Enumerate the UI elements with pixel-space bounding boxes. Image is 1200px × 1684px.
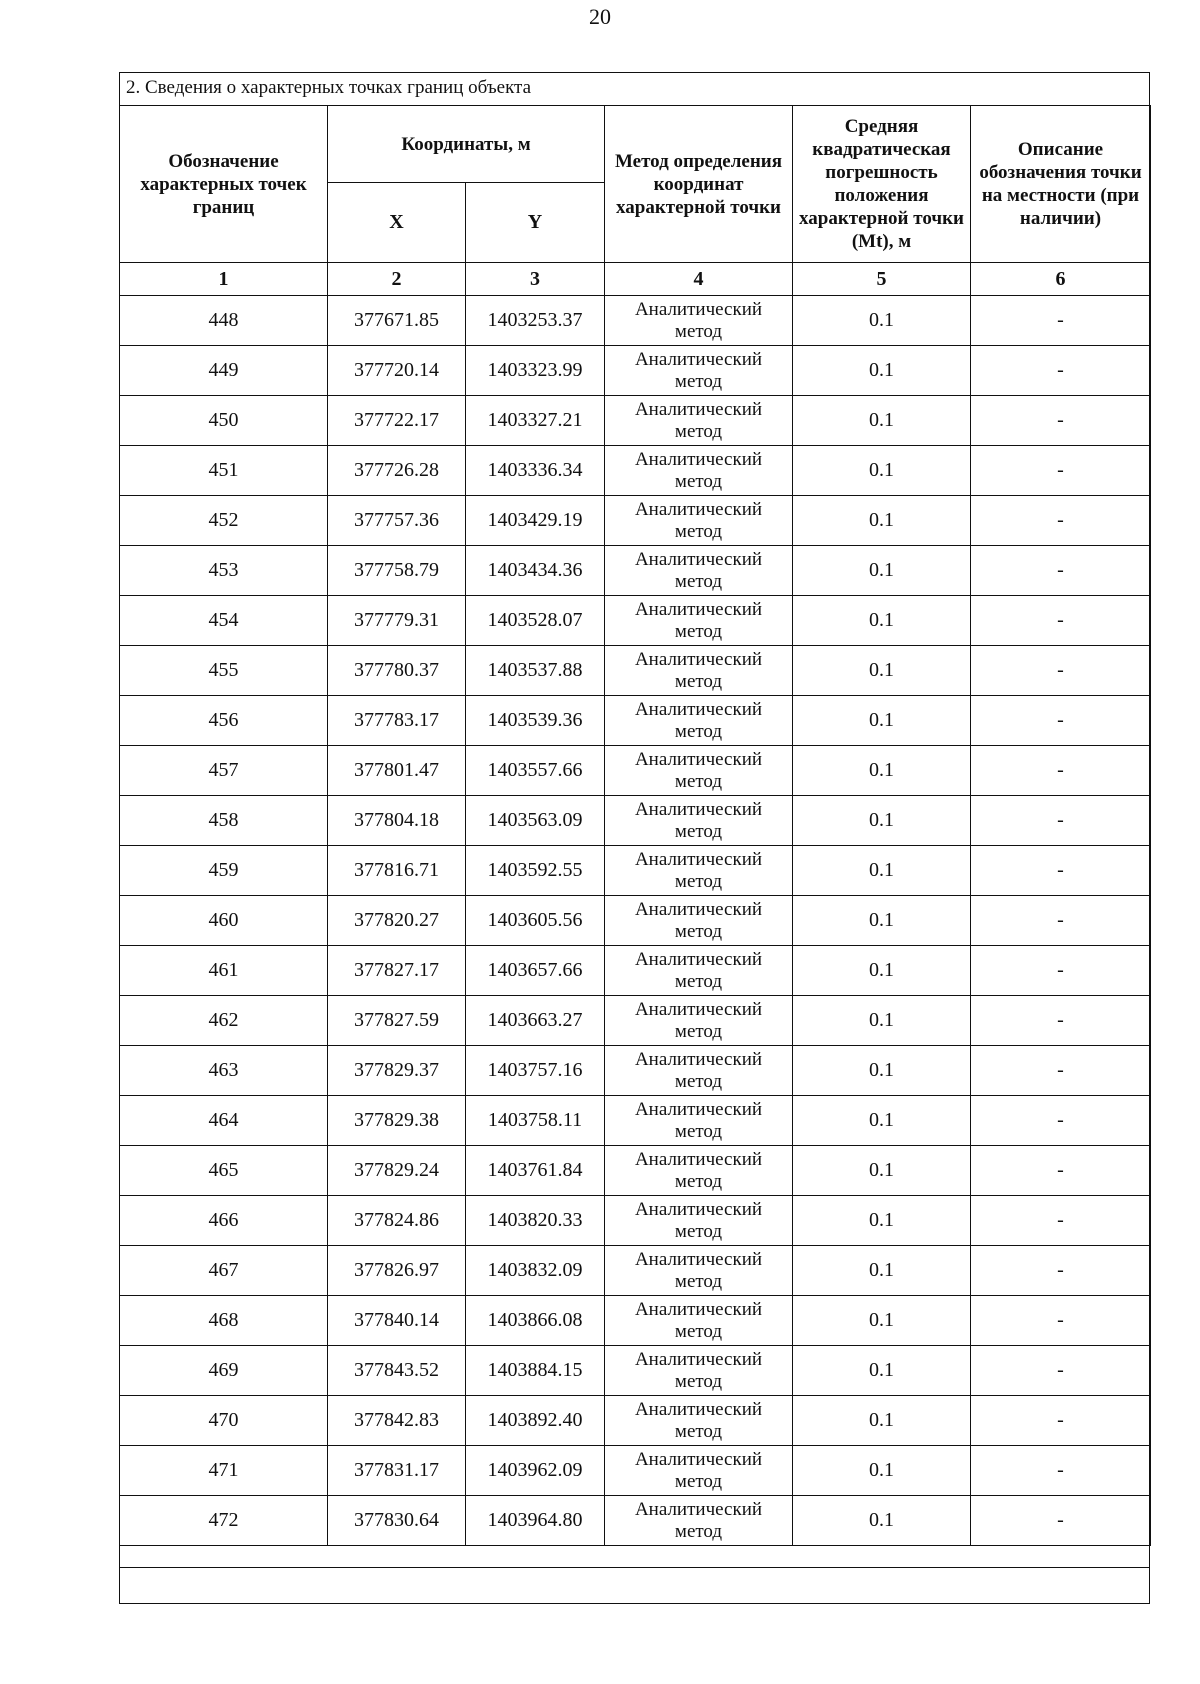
method-cell	[605, 446, 793, 496]
method-cell	[605, 896, 793, 946]
method-text-line1: Аналитический	[634, 1498, 763, 1520]
method-text-line1: Аналитический	[634, 348, 763, 370]
method-text-line1: Аналитический	[634, 548, 763, 570]
error-cell: 0.1	[793, 996, 971, 1046]
y-coordinate-cell: 1403657.66	[466, 946, 605, 996]
table-row	[120, 1296, 1151, 1346]
method-text-line1: Аналитический	[634, 648, 763, 670]
method-text-line1: Аналитический	[634, 498, 763, 520]
method-cell	[605, 1046, 793, 1096]
y-coordinate-cell: 1403557.66	[466, 746, 605, 796]
method-cell	[605, 546, 793, 596]
table-row	[120, 1396, 1151, 1446]
description-cell: -	[971, 1146, 1151, 1196]
method-text-line2: метод	[674, 320, 723, 342]
x-coordinate-cell: 377829.38	[328, 1096, 466, 1146]
column-number: 6	[971, 263, 1151, 296]
method-text-line2: метод	[674, 1520, 723, 1542]
point-id-cell: 467	[120, 1246, 328, 1296]
method-cell	[605, 1296, 793, 1346]
description-cell: -	[971, 596, 1151, 646]
error-cell: 0.1	[793, 1146, 971, 1196]
method-text-line2: метод	[674, 1120, 723, 1142]
y-coordinate-cell: 1403757.16	[466, 1046, 605, 1096]
point-id-cell: 464	[120, 1096, 328, 1146]
x-coordinate-cell: 377843.52	[328, 1346, 466, 1396]
method-text-line2: метод	[674, 620, 723, 642]
method-cell	[605, 796, 793, 846]
table-row	[120, 396, 1151, 446]
document-frame	[119, 72, 1150, 1604]
method-cell	[605, 746, 793, 796]
method-text-line2: метод	[674, 1320, 723, 1342]
x-coordinate-cell: 377726.28	[328, 446, 466, 496]
point-id-cell: 455	[120, 646, 328, 696]
method-text-line2: метод	[674, 820, 723, 842]
y-coordinate-cell: 1403866.08	[466, 1296, 605, 1346]
method-cell	[605, 396, 793, 446]
section-title: 2. Сведения о характерных точках границ объекта	[126, 77, 532, 98]
table-row	[120, 846, 1151, 896]
header-method: Метод определения координат характерной точки	[605, 106, 793, 263]
method-text-line1: Аналитический	[634, 1348, 763, 1370]
method-text-line2: метод	[674, 870, 723, 892]
table-row	[120, 1446, 1151, 1496]
method-cell	[605, 996, 793, 1046]
method-text-line2: метод	[674, 920, 723, 942]
table-row	[120, 446, 1151, 496]
method-text-line1: Аналитический	[634, 898, 763, 920]
error-cell: 0.1	[793, 596, 971, 646]
y-coordinate-cell: 1403761.84	[466, 1146, 605, 1196]
description-cell: -	[971, 446, 1151, 496]
y-coordinate-cell: 1403663.27	[466, 996, 605, 1046]
x-coordinate-cell: 377671.85	[328, 296, 466, 346]
point-id-cell: 457	[120, 746, 328, 796]
method-text-line2: метод	[674, 570, 723, 592]
description-cell: -	[971, 1046, 1151, 1096]
x-coordinate-cell: 377829.37	[328, 1046, 466, 1096]
description-cell: -	[971, 546, 1151, 596]
y-coordinate-cell: 1403429.19	[466, 496, 605, 546]
method-text-line1: Аналитический	[634, 448, 763, 470]
point-id-cell: 456	[120, 696, 328, 746]
y-coordinate-cell: 1403592.55	[466, 846, 605, 896]
x-coordinate-cell: 377827.17	[328, 946, 466, 996]
method-cell	[605, 946, 793, 996]
x-coordinate-cell: 377780.37	[328, 646, 466, 696]
table-row	[120, 1046, 1151, 1096]
point-id-cell: 460	[120, 896, 328, 946]
method-text-line2: метод	[674, 1020, 723, 1042]
header-error: Средняя квадратическая погрешность положения характерной точки (Mt), м	[793, 106, 971, 263]
x-coordinate-cell: 377840.14	[328, 1296, 466, 1346]
table-row	[120, 1246, 1151, 1296]
x-coordinate-cell: 377816.71	[328, 846, 466, 896]
method-cell	[605, 1396, 793, 1446]
point-id-cell: 462	[120, 996, 328, 1046]
x-coordinate-cell: 377783.17	[328, 696, 466, 746]
table-row	[120, 796, 1151, 846]
y-coordinate-cell: 1403832.09	[466, 1246, 605, 1296]
y-coordinate-cell: 1403327.21	[466, 396, 605, 446]
method-text-line1: Аналитический	[634, 1298, 763, 1320]
header-designation: Обозначение характерных точек границ	[120, 106, 328, 263]
column-number-row	[120, 263, 1151, 296]
point-id-cell: 463	[120, 1046, 328, 1096]
method-text-line2: метод	[674, 1420, 723, 1442]
method-text-line2: метод	[674, 770, 723, 792]
point-id-cell: 458	[120, 796, 328, 846]
method-cell	[605, 596, 793, 646]
method-text-line1: Аналитический	[634, 1448, 763, 1470]
error-cell: 0.1	[793, 1096, 971, 1146]
method-text-line2: метод	[674, 370, 723, 392]
x-coordinate-cell: 377829.24	[328, 1146, 466, 1196]
column-number: 3	[466, 263, 605, 296]
description-cell: -	[971, 846, 1151, 896]
description-cell: -	[971, 796, 1151, 846]
method-text-line1: Аналитический	[634, 748, 763, 770]
x-coordinate-cell: 377758.79	[328, 546, 466, 596]
table-row	[120, 996, 1151, 1046]
y-coordinate-cell: 1403758.11	[466, 1096, 605, 1146]
description-cell: -	[971, 746, 1151, 796]
method-text-line1: Аналитический	[634, 298, 763, 320]
column-number: 5	[793, 263, 971, 296]
table-row	[120, 1346, 1151, 1396]
method-cell	[605, 1446, 793, 1496]
method-cell	[605, 1146, 793, 1196]
point-id-cell: 452	[120, 496, 328, 546]
table-row	[120, 1196, 1151, 1246]
y-coordinate-cell: 1403528.07	[466, 596, 605, 646]
method-text-line1: Аналитический	[634, 1148, 763, 1170]
description-cell: -	[971, 996, 1151, 1046]
x-coordinate-cell: 377722.17	[328, 396, 466, 446]
x-coordinate-cell: 377801.47	[328, 746, 466, 796]
method-text-line2: метод	[674, 720, 723, 742]
x-coordinate-cell: 377826.97	[328, 1246, 466, 1296]
point-id-cell: 454	[120, 596, 328, 646]
y-coordinate-cell: 1403537.88	[466, 646, 605, 696]
x-coordinate-cell: 377830.64	[328, 1496, 466, 1546]
method-text-line2: метод	[674, 1370, 723, 1392]
method-text-line2: метод	[674, 1470, 723, 1492]
y-coordinate-cell: 1403336.34	[466, 446, 605, 496]
y-coordinate-cell: 1403563.09	[466, 796, 605, 846]
method-text-line2: метод	[674, 420, 723, 442]
x-coordinate-cell: 377824.86	[328, 1196, 466, 1246]
method-text-line2: метод	[674, 670, 723, 692]
x-coordinate-cell: 377804.18	[328, 796, 466, 846]
description-cell: -	[971, 296, 1151, 346]
point-id-cell: 472	[120, 1496, 328, 1546]
table-body	[120, 296, 1151, 1546]
description-cell: -	[971, 496, 1151, 546]
header-y: Y	[466, 183, 605, 263]
error-cell: 0.1	[793, 746, 971, 796]
method-text-line1: Аналитический	[634, 1248, 763, 1270]
method-cell	[605, 646, 793, 696]
y-coordinate-cell: 1403820.33	[466, 1196, 605, 1246]
error-cell: 0.1	[793, 1396, 971, 1446]
y-coordinate-cell: 1403434.36	[466, 546, 605, 596]
table-row	[120, 646, 1151, 696]
x-coordinate-cell: 377757.36	[328, 496, 466, 546]
method-text-line2: метод	[674, 470, 723, 492]
page-number: 20	[589, 4, 611, 29]
description-cell: -	[971, 396, 1151, 446]
error-cell: 0.1	[793, 1296, 971, 1346]
x-coordinate-cell: 377831.17	[328, 1446, 466, 1496]
method-text-line2: метод	[674, 1270, 723, 1292]
error-cell: 0.1	[793, 296, 971, 346]
error-cell: 0.1	[793, 846, 971, 896]
table-row	[120, 346, 1151, 396]
method-text-line1: Аналитический	[634, 948, 763, 970]
x-coordinate-cell: 377720.14	[328, 346, 466, 396]
error-cell: 0.1	[793, 346, 971, 396]
point-id-cell: 459	[120, 846, 328, 896]
description-cell: -	[971, 646, 1151, 696]
table-row	[120, 696, 1151, 746]
header-x: X	[328, 183, 466, 263]
error-cell: 0.1	[793, 1046, 971, 1096]
method-text-line1: Аналитический	[634, 848, 763, 870]
y-coordinate-cell: 1403892.40	[466, 1396, 605, 1446]
method-text-line2: метод	[674, 1170, 723, 1192]
method-text-line1: Аналитический	[634, 1398, 763, 1420]
error-cell: 0.1	[793, 496, 971, 546]
method-cell	[605, 346, 793, 396]
table-row	[120, 896, 1151, 946]
description-cell: -	[971, 1296, 1151, 1346]
method-text-line1: Аналитический	[634, 998, 763, 1020]
y-coordinate-cell: 1403962.09	[466, 1446, 605, 1496]
table-row	[120, 1146, 1151, 1196]
error-cell: 0.1	[793, 1496, 971, 1546]
y-coordinate-cell: 1403253.37	[466, 296, 605, 346]
error-cell: 0.1	[793, 546, 971, 596]
column-number: 2	[328, 263, 466, 296]
description-cell: -	[971, 346, 1151, 396]
point-id-cell: 448	[120, 296, 328, 346]
method-cell	[605, 1196, 793, 1246]
column-number: 1	[120, 263, 328, 296]
point-id-cell: 466	[120, 1196, 328, 1246]
method-text-line1: Аналитический	[634, 398, 763, 420]
x-coordinate-cell: 377779.31	[328, 596, 466, 646]
method-text-line1: Аналитический	[634, 1048, 763, 1070]
description-cell: -	[971, 946, 1151, 996]
error-cell: 0.1	[793, 946, 971, 996]
x-coordinate-cell: 377827.59	[328, 996, 466, 1046]
table-row	[120, 746, 1151, 796]
method-cell	[605, 1496, 793, 1546]
y-coordinate-cell: 1403884.15	[466, 1346, 605, 1396]
error-cell: 0.1	[793, 1196, 971, 1246]
error-cell: 0.1	[793, 896, 971, 946]
description-cell: -	[971, 1496, 1151, 1546]
description-cell: -	[971, 896, 1151, 946]
description-cell: -	[971, 1246, 1151, 1296]
method-text-line1: Аналитический	[634, 1098, 763, 1120]
method-text-line2: метод	[674, 1220, 723, 1242]
error-cell: 0.1	[793, 396, 971, 446]
point-id-cell: 465	[120, 1146, 328, 1196]
method-cell	[605, 696, 793, 746]
error-cell: 0.1	[793, 1346, 971, 1396]
y-coordinate-cell: 1403964.80	[466, 1496, 605, 1546]
column-number: 4	[605, 263, 793, 296]
error-cell: 0.1	[793, 1246, 971, 1296]
point-id-cell: 469	[120, 1346, 328, 1396]
method-cell	[605, 1346, 793, 1396]
error-cell: 0.1	[793, 446, 971, 496]
table-row	[120, 1096, 1151, 1146]
method-text-line1: Аналитический	[634, 798, 763, 820]
method-text-line1: Аналитический	[634, 1198, 763, 1220]
boundary-points-table	[119, 105, 1151, 1546]
error-cell: 0.1	[793, 796, 971, 846]
point-id-cell: 451	[120, 446, 328, 496]
description-cell: -	[971, 1196, 1151, 1246]
error-cell: 0.1	[793, 1446, 971, 1496]
method-text-line2: метод	[674, 970, 723, 992]
method-text-line1: Аналитический	[634, 598, 763, 620]
table-row	[120, 296, 1151, 346]
table-row	[120, 946, 1151, 996]
table-row	[120, 596, 1151, 646]
method-text-line2: метод	[674, 520, 723, 542]
y-coordinate-cell: 1403539.36	[466, 696, 605, 746]
header-coordinates: Координаты, м	[328, 106, 605, 183]
point-id-cell: 471	[120, 1446, 328, 1496]
table-row	[120, 496, 1151, 546]
x-coordinate-cell: 377842.83	[328, 1396, 466, 1446]
method-cell	[605, 296, 793, 346]
point-id-cell: 453	[120, 546, 328, 596]
y-coordinate-cell: 1403605.56	[466, 896, 605, 946]
method-cell	[605, 1096, 793, 1146]
table-row	[120, 546, 1151, 596]
point-id-cell: 470	[120, 1396, 328, 1446]
method-cell	[605, 846, 793, 896]
point-id-cell: 468	[120, 1296, 328, 1346]
description-cell: -	[971, 1396, 1151, 1446]
table-footer-line	[120, 1567, 1149, 1568]
y-coordinate-cell: 1403323.99	[466, 346, 605, 396]
point-id-cell: 461	[120, 946, 328, 996]
error-cell: 0.1	[793, 646, 971, 696]
x-coordinate-cell: 377820.27	[328, 896, 466, 946]
description-cell: -	[971, 1096, 1151, 1146]
header-description: Описание обозначения точки на местности (при наличии)	[971, 106, 1151, 263]
method-text-line2: метод	[674, 1070, 723, 1092]
description-cell: -	[971, 1346, 1151, 1396]
description-cell: -	[971, 696, 1151, 746]
table-row	[120, 1496, 1151, 1546]
error-cell: 0.1	[793, 696, 971, 746]
method-text-line1: Аналитический	[634, 698, 763, 720]
method-cell	[605, 1246, 793, 1296]
point-id-cell: 449	[120, 346, 328, 396]
point-id-cell: 450	[120, 396, 328, 446]
method-cell	[605, 496, 793, 546]
description-cell: -	[971, 1446, 1151, 1496]
